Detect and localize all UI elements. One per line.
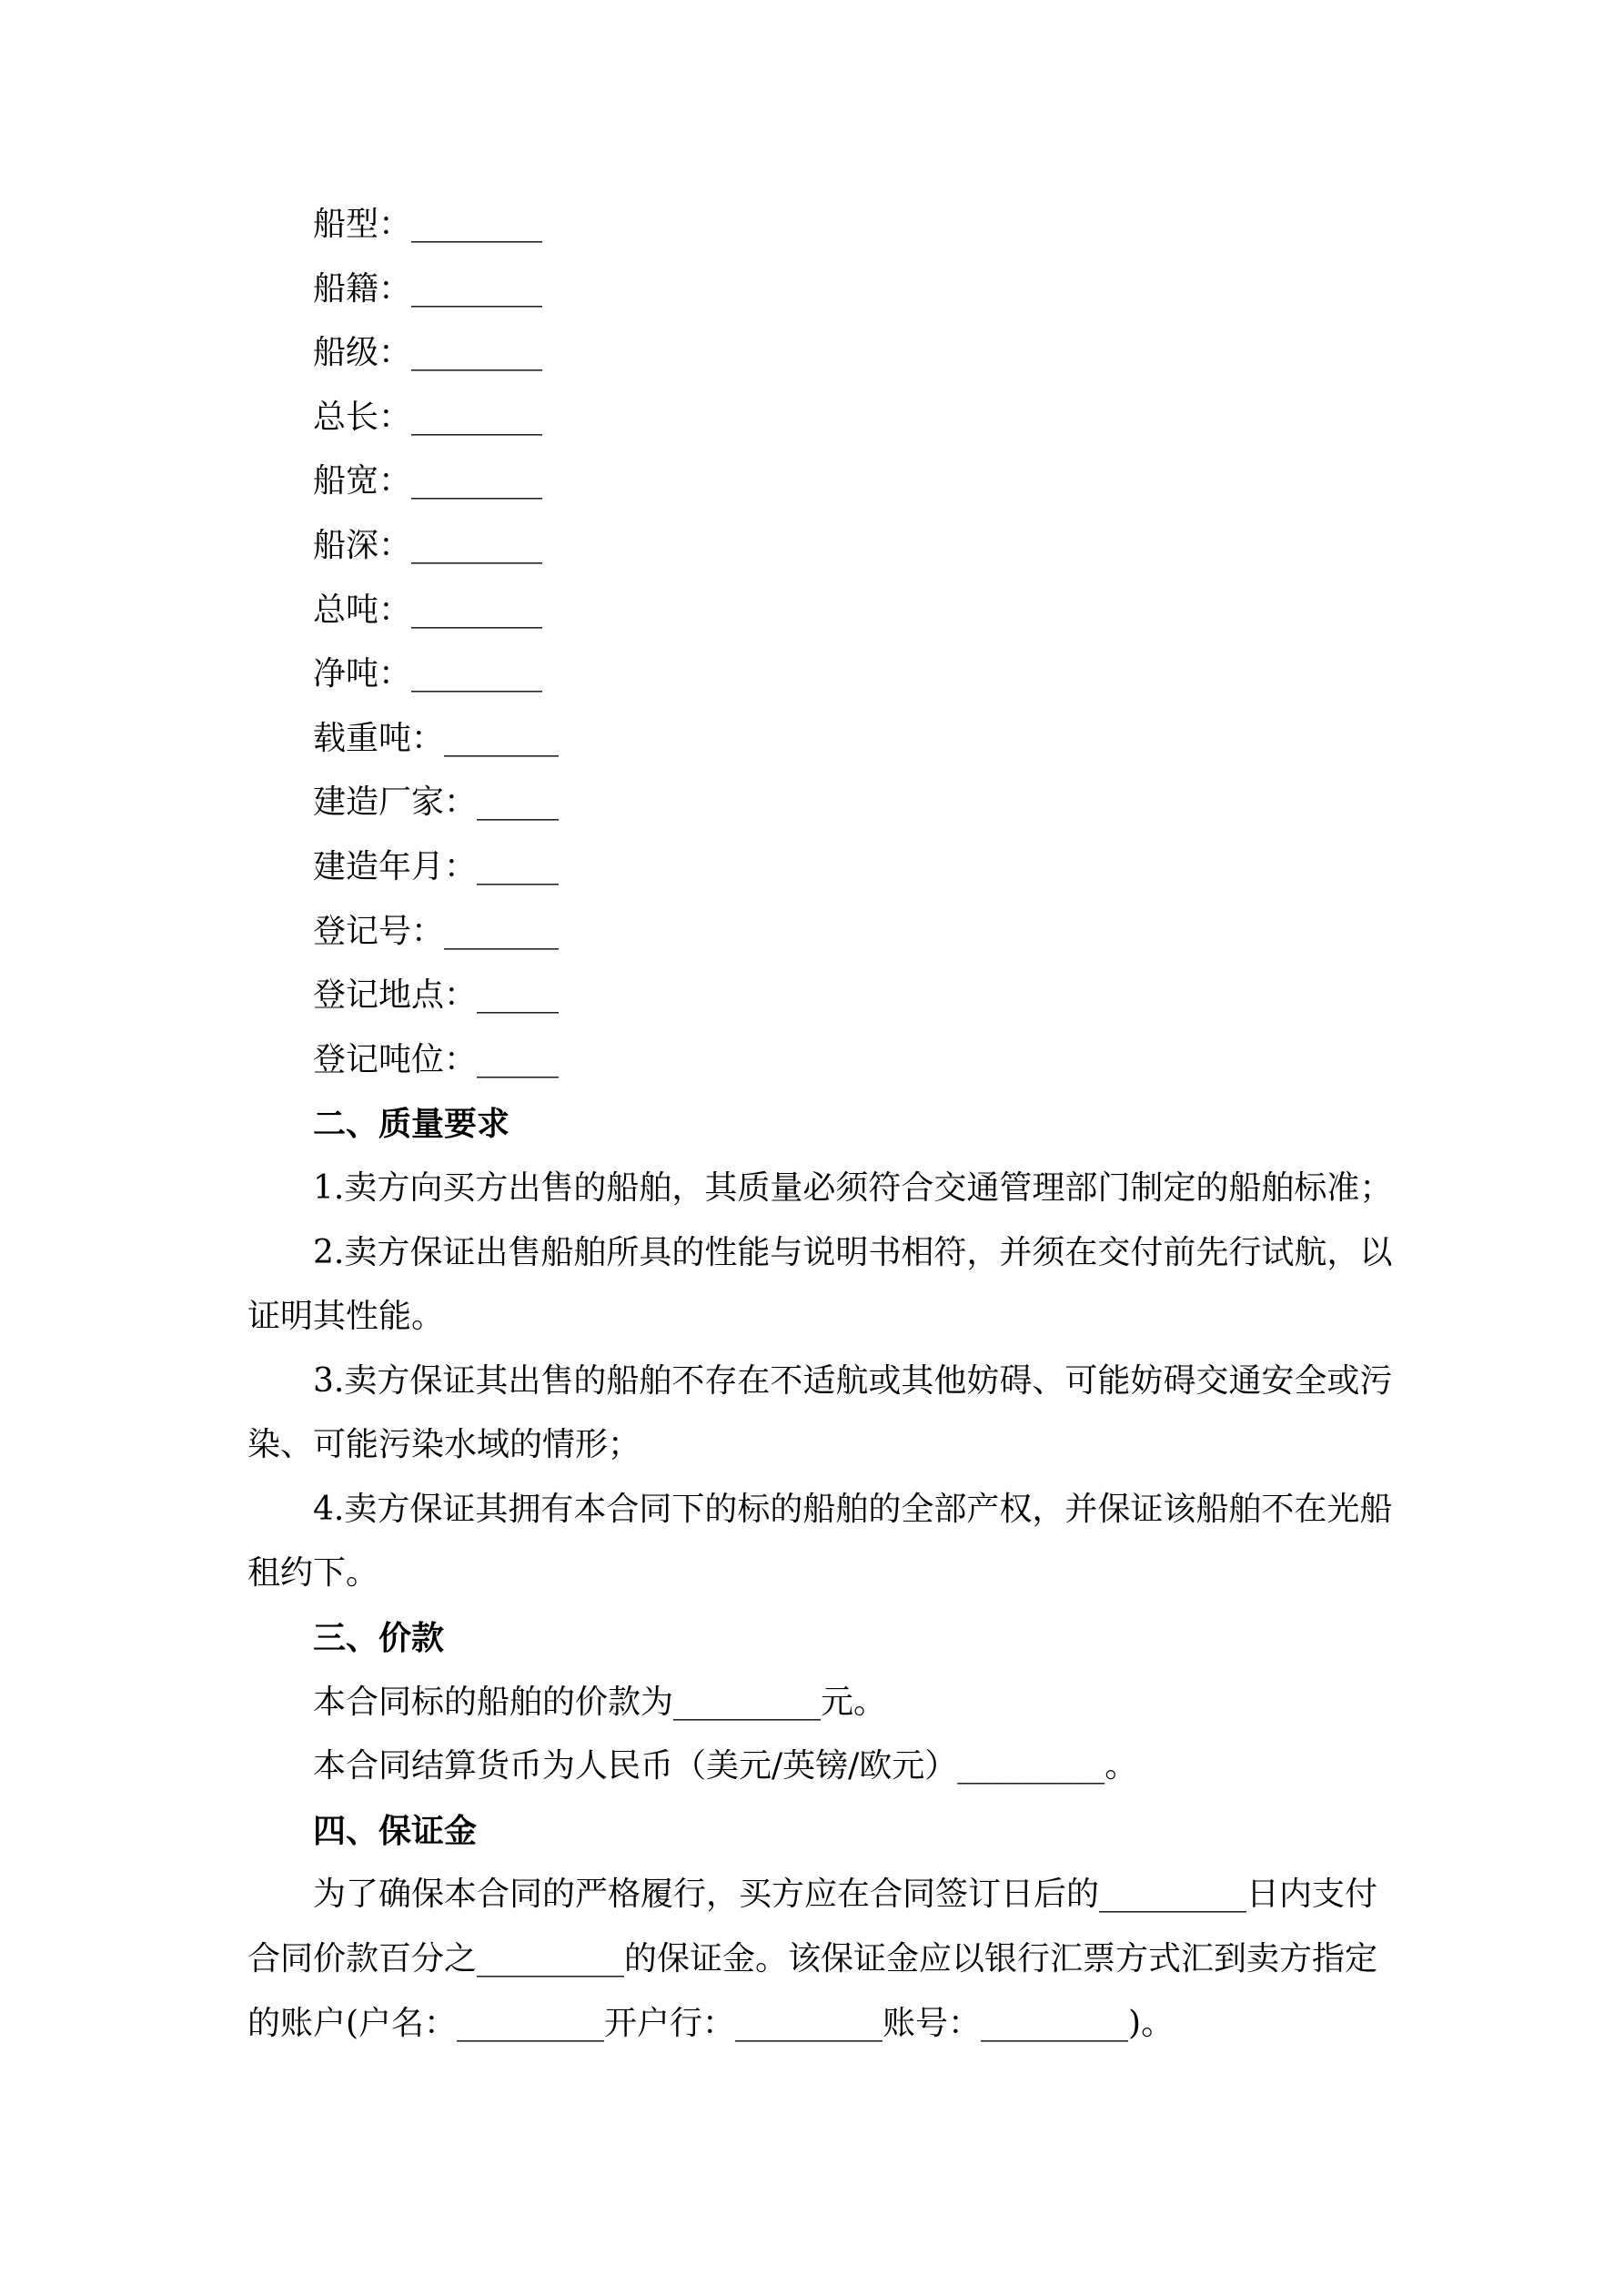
particular-line-registration-place	[247, 964, 1376, 1028]
particular-line-registration-number	[247, 900, 1376, 965]
section-heading-quality: 二、质量要求	[313, 1105, 510, 1144]
particular-line-registered-tonnage	[247, 1028, 1376, 1093]
paragraph-line: 为了确保本合同的严格履行，买方应在合同签订日后的_________日内支付	[313, 1876, 1378, 1914]
particular-blank: ________	[411, 269, 543, 308]
particular-label: 登记号	[313, 912, 412, 950]
particular-blank: _____	[477, 784, 560, 822]
paragraph-line: 2.卖方保证出售船舶所具的性能与说明书相符，并须在交付前先行试航，以	[313, 1233, 1393, 1271]
particular-colon: ：	[378, 591, 412, 629]
section-heading-price: 三、价款	[313, 1619, 445, 1658]
paragraph-line: 本合同标的船舶的价款为_________元。	[313, 1683, 887, 1721]
particular-line-ship-registry	[247, 258, 1376, 322]
particular-colon: ：	[378, 206, 412, 243]
particular-line-ship-type	[247, 193, 1376, 258]
particular-blank: _____	[477, 976, 560, 1015]
particular-label: 净吨	[313, 655, 379, 693]
paragraph-line: 染、可能污染水域的情形；	[247, 1426, 641, 1464]
particular-colon: ：	[378, 269, 412, 308]
particular-blank: ________	[411, 206, 543, 243]
particular-line-deadweight	[247, 707, 1376, 772]
particular-line-depth	[247, 514, 1376, 579]
paragraph-line: 本合同结算货币为人民币（美元/英镑/欧元）_________。	[313, 1747, 1138, 1785]
particular-label: 船型	[313, 206, 379, 243]
particular-blank: _______	[444, 912, 560, 950]
particular-label: 船深	[313, 526, 379, 564]
particular-line-builder	[247, 771, 1376, 835]
particular-line-length-overall	[247, 386, 1376, 450]
particular-colon: ：	[444, 1040, 478, 1078]
particular-blank: ________	[411, 655, 543, 693]
paragraph-line: 租约下。	[247, 1554, 379, 1593]
particular-label: 总长	[313, 398, 379, 436]
particular-colon: ：	[444, 847, 478, 885]
paragraph-line: 4.卖方保证其拥有本合同下的标的船舶的全部产权，并保证该船舶不在光船	[313, 1490, 1393, 1528]
paragraph-line: 证明其性能。	[247, 1298, 445, 1336]
particular-line-breadth	[247, 450, 1376, 514]
particular-blank: _______	[444, 719, 560, 757]
paragraph-line: 3.卖方保证其出售的船舶不存在不适航或其他妨碍、可能妨碍交通安全或污	[313, 1361, 1393, 1400]
particular-blank: ________	[411, 526, 543, 564]
particular-blank: _____	[477, 1040, 560, 1078]
particular-colon: ：	[378, 334, 412, 372]
particular-label: 总吨	[313, 591, 379, 629]
particular-colon: ：	[444, 784, 478, 822]
particular-line-ship-class	[247, 321, 1376, 386]
particular-blank: ________	[411, 334, 543, 372]
particular-line-build-date	[247, 835, 1376, 900]
particular-line-gross-tonnage	[247, 579, 1376, 643]
particular-blank: ________	[411, 591, 543, 629]
particular-label: 建造厂家	[313, 784, 445, 822]
particular-label: 载重吨	[313, 719, 412, 757]
particular-blank: ________	[411, 462, 543, 501]
particular-label: 船籍	[313, 269, 379, 308]
particular-label: 船宽	[313, 462, 379, 501]
particular-colon: ：	[444, 976, 478, 1015]
section-heading-deposit: 四、保证金	[313, 1811, 478, 1850]
particular-blank: ________	[411, 398, 543, 436]
particular-colon: ：	[411, 719, 445, 757]
particular-line-net-tonnage	[247, 642, 1376, 707]
paragraph-line: 1.卖方向买方出售的船舶，其质量必须符合交通管理部门制定的船舶标准；	[313, 1168, 1393, 1207]
particular-colon: ：	[378, 526, 412, 564]
paragraph-line: 合同价款百分之_________的保证金。该保证金应以银行汇票方式汇到卖方指定	[247, 1940, 1378, 1978]
particular-label: 建造年月	[313, 847, 445, 885]
particular-colon: ：	[378, 462, 412, 501]
particular-colon: ：	[378, 655, 412, 693]
paragraph-line: 的账户(户名：_________开户行：_________账号：_________)。	[247, 2004, 1175, 2042]
particular-colon: ：	[378, 398, 412, 436]
particular-colon: ：	[411, 912, 445, 950]
particular-label: 登记地点	[313, 976, 445, 1015]
particular-label: 登记吨位	[313, 1040, 445, 1078]
particular-label: 船级	[313, 334, 379, 372]
particular-blank: _____	[477, 847, 560, 885]
